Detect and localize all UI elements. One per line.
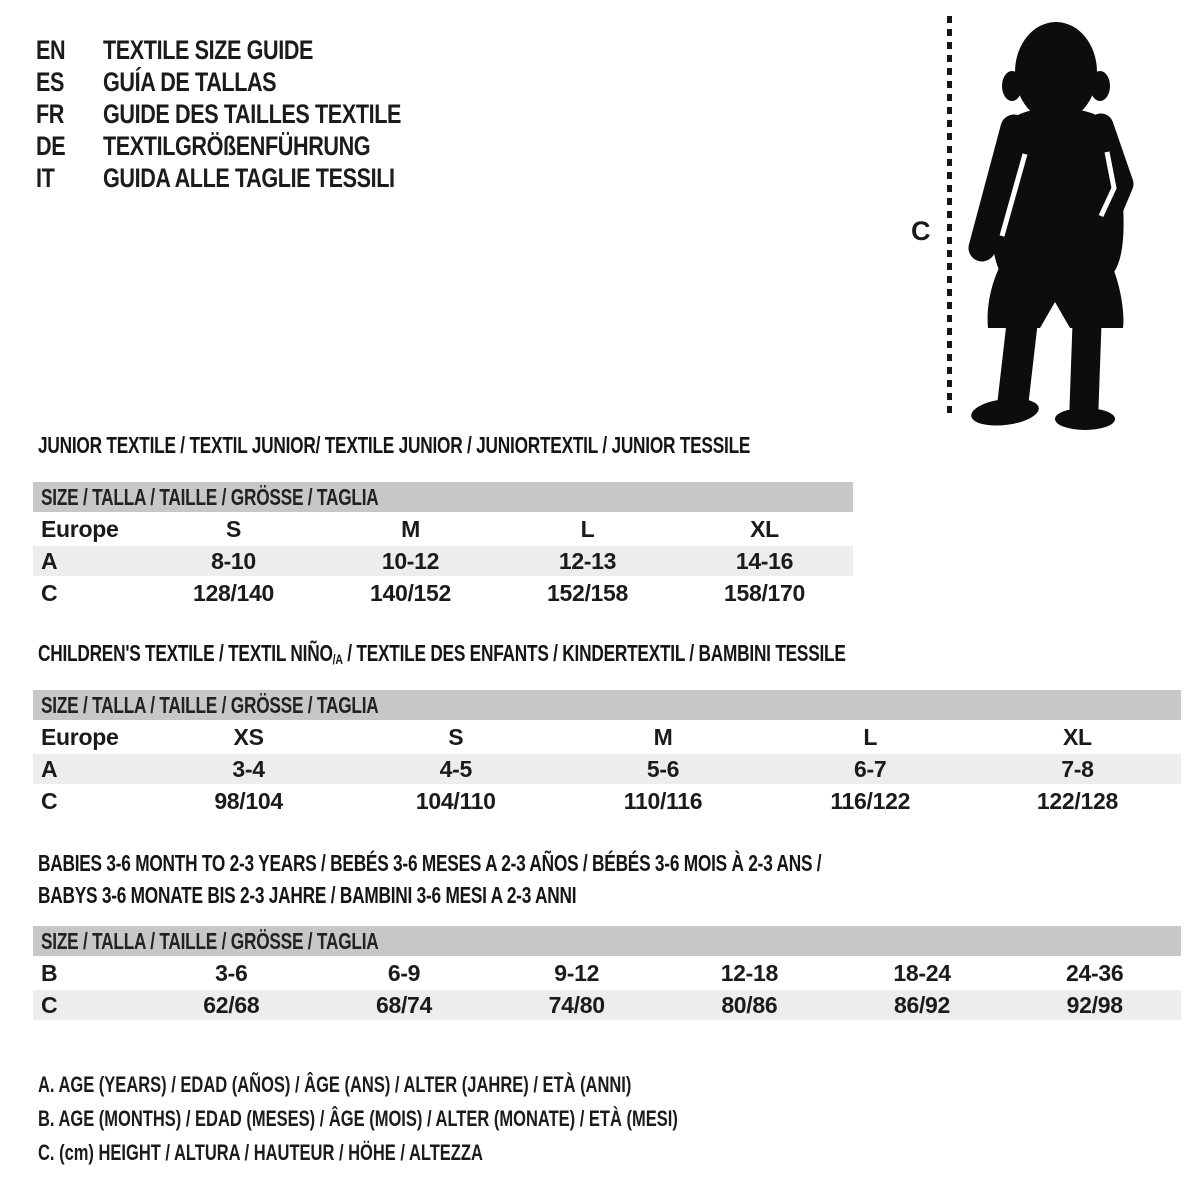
table-cell: 12-18: [720, 959, 779, 986]
table-cell: XL: [1063, 723, 1092, 750]
toddler-silhouette-icon: [956, 12, 1148, 432]
table-cell: 62/68: [203, 991, 260, 1018]
language-row: [36, 162, 476, 194]
babies-section-title: [38, 850, 1083, 914]
table-cell: 80/86: [721, 991, 778, 1018]
table-cell: 6-7: [854, 755, 887, 782]
language-row: [36, 66, 476, 98]
table-cell: 74/80: [548, 991, 605, 1018]
junior-size-table: [33, 482, 853, 608]
table-cell: 104/110: [415, 787, 496, 814]
table-cell: M: [401, 515, 420, 542]
table-cell: 116/122: [830, 787, 911, 814]
language-code: ES: [36, 66, 65, 97]
language-guide-title: TEXTILE SIZE GUIDE: [103, 34, 314, 65]
table-header: SIZE / TALLA / TAILLE / GRÖSSE / TAGLIA: [33, 690, 1181, 720]
language-guide-title: TEXTILGRÖßENFÜHRUNG: [103, 130, 371, 161]
language-row: [36, 98, 476, 130]
row-label: C: [41, 787, 58, 814]
table-row: [33, 786, 1181, 816]
legend-line-c: C. (cm) HEIGHT / ALTURA / HAUTEUR / HÖHE / ALTEZZA: [38, 1140, 483, 1165]
table-cell: 158/170: [723, 579, 806, 606]
table-row: [33, 722, 1181, 752]
table-row: [33, 514, 853, 544]
language-code: DE: [36, 130, 66, 161]
table-cell: 140/152: [369, 579, 452, 606]
table-cell: 3-4: [232, 755, 265, 782]
table-cell: 18-24: [893, 959, 951, 986]
language-row: [36, 34, 476, 66]
table-cell: 122/128: [1036, 787, 1118, 814]
table-cell: 152/158: [546, 579, 629, 606]
children-title-pre: CHILDREN'S TEXTILE / TEXTIL NIÑO: [38, 640, 333, 666]
table-row: [33, 990, 1181, 1020]
table-cell: 24-36: [1066, 959, 1124, 986]
table-row: [33, 578, 853, 608]
row-label: A: [41, 547, 58, 574]
table-cell: L: [580, 515, 595, 542]
junior-section-title: JUNIOR TEXTILE / TEXTIL JUNIOR/ TEXTILE JUNIOR / JUNIORTEXTIL / JUNIOR TESSILE: [38, 432, 751, 458]
table-row: [33, 958, 1181, 988]
table-cell: 92/98: [1066, 991, 1123, 1018]
table-cell: M: [653, 723, 673, 750]
language-guide-title: GUIDE DES TAILLES TEXTILE: [103, 98, 402, 129]
measurement-legend: [38, 1068, 891, 1170]
table-cell: 9-12: [554, 959, 600, 986]
row-label: Europe: [41, 515, 119, 542]
babies-title-line1: BABIES 3-6 MONTH TO 2-3 YEARS / BEBÉS 3-6 MESES A 2-3 AÑOS / BÉBÉS 3-6 MOIS À 2-3 ANS /: [38, 850, 822, 876]
table-cell: 4-5: [439, 755, 472, 782]
legend-line-b: B. AGE (MONTHS) / EDAD (MESES) / ÂGE (MOIS) / ALTER (MONATE) / ETÀ (MESI): [38, 1106, 678, 1131]
babies-title-line2: BABYS 3-6 MONATE BIS 2-3 JAHRE / BAMBINI 3-6 MESI A 2-3 ANNI: [38, 882, 577, 908]
language-code: IT: [36, 162, 55, 193]
table-cell: L: [863, 723, 878, 750]
table-cell: 86/92: [893, 991, 951, 1018]
table-row: [33, 546, 853, 576]
table-header: SIZE / TALLA / TAILLE / GRÖSSE / TAGLIA: [33, 482, 853, 512]
table-cell: XS: [233, 723, 264, 750]
row-label: C: [41, 579, 58, 606]
height-measure-label: C: [911, 216, 931, 246]
legend-line-a: A. AGE (YEARS) / EDAD (AÑOS) / ÂGE (ANS) / ALTER (JAHRE) / ETÀ (ANNI): [38, 1072, 632, 1097]
language-code: FR: [36, 98, 64, 129]
table-header: SIZE / TALLA / TAILLE / GRÖSSE / TAGLIA: [33, 926, 1181, 956]
language-row: [36, 130, 476, 162]
language-code: EN: [36, 34, 66, 65]
table-cell: XL: [750, 515, 779, 542]
language-title-list: [36, 34, 476, 194]
table-cell: 3-6: [215, 959, 248, 986]
table-cell: 98/104: [214, 787, 283, 814]
table-cell: S: [448, 723, 464, 750]
children-section-title: [38, 640, 1115, 667]
table-cell: 68/74: [375, 991, 433, 1018]
table-cell: 7-8: [1061, 755, 1094, 782]
babies-size-table: [33, 926, 1181, 1020]
table-cell: 6-9: [387, 959, 421, 986]
row-label: C: [41, 991, 58, 1018]
children-title-sub: /A: [332, 651, 343, 667]
table-cell: 14-16: [735, 547, 794, 574]
table-cell: S: [225, 515, 242, 542]
table-row: [33, 754, 1181, 784]
language-guide-title: GUIDA ALLE TAGLIE TESSILI: [103, 162, 395, 193]
table-cell: 12-13: [558, 547, 617, 574]
row-label: Europe: [41, 723, 119, 750]
table-cell: 128/140: [192, 579, 275, 606]
table-cell: 5-6: [646, 755, 680, 782]
table-cell: 10-12: [381, 547, 440, 574]
children-title-post: / TEXTILE DES ENFANTS / KINDERTEXTIL / BAMBINI TESSILE: [342, 640, 846, 666]
table-cell: 110/116: [623, 787, 703, 814]
table-cell: 8-10: [211, 547, 256, 574]
children-size-table: [33, 690, 1181, 816]
row-label: B: [41, 959, 58, 986]
row-label: A: [41, 755, 58, 782]
language-guide-title: GUÍA DE TALLAS: [103, 66, 277, 97]
height-measure-dashed-line: [947, 16, 952, 418]
